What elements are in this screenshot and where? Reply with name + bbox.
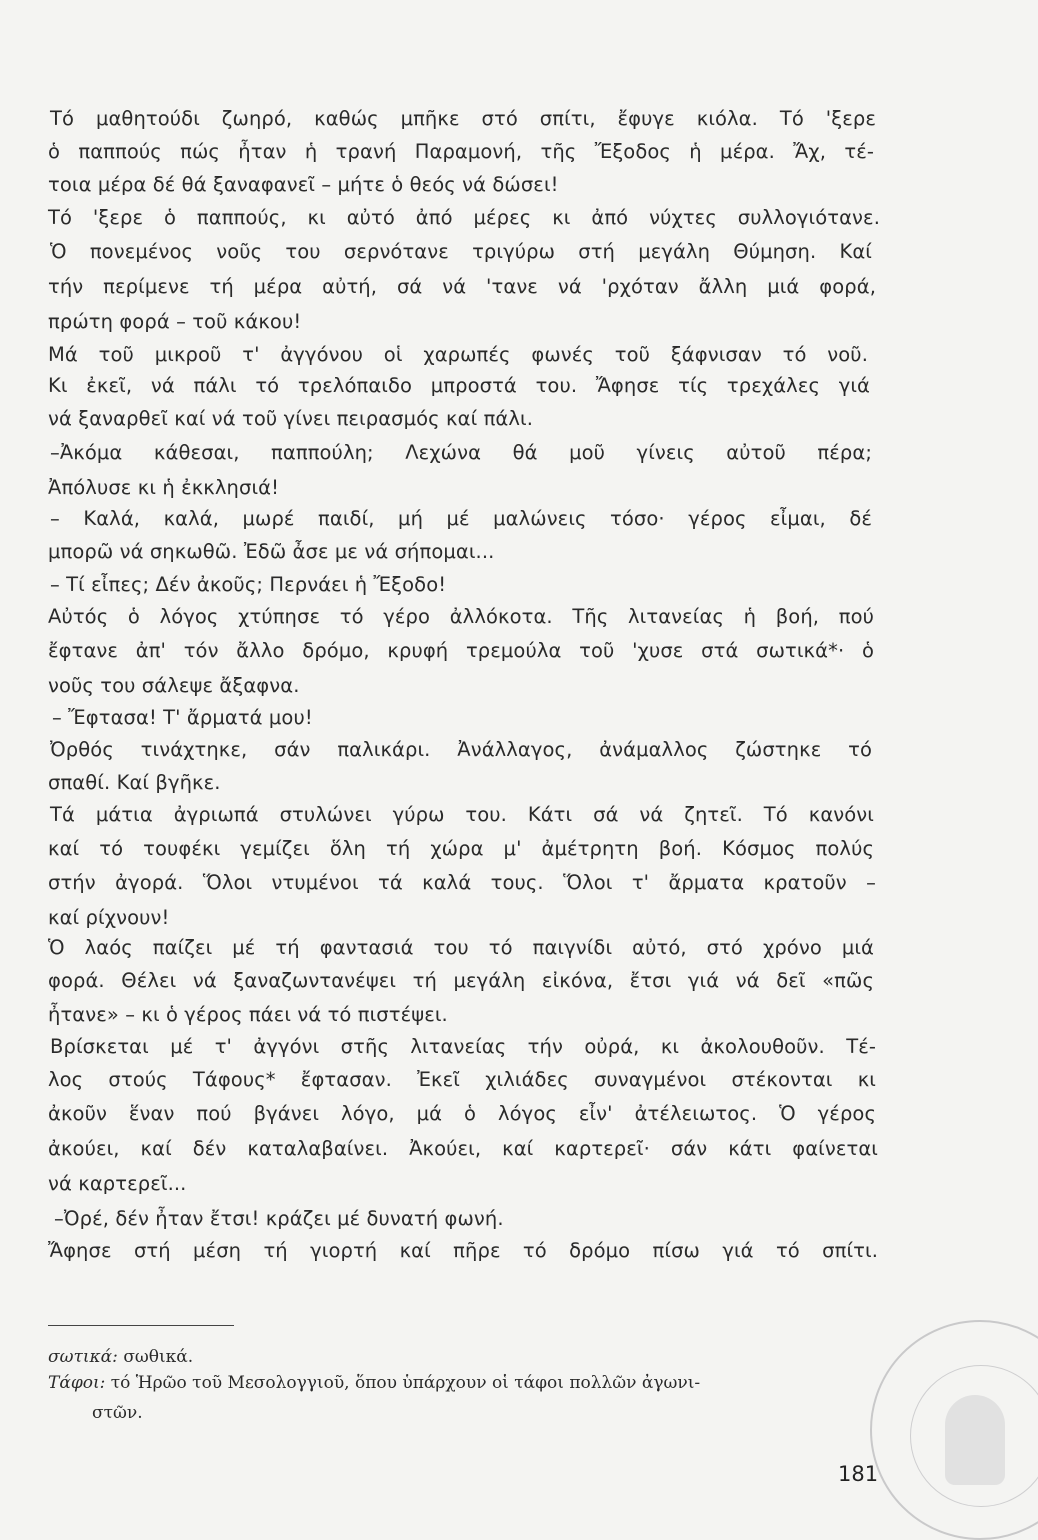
text-line: –Ὀρέ, δέν ἦταν ἔτσι! κράζει μέ δυνατή φωνή. [54,1207,504,1230]
text-line: μπορῶ νά σηκωθῶ. Ἐδῶ ἆσε με νά σήπομαι... [48,540,495,563]
footnote-term: Τάφοι: [48,1373,106,1393]
footnote-term: σωτικά: [48,1347,118,1367]
text-line: Μά τοῦ μικροῦ τ' ἀγγόνου οἱ χαρωπές φωνές τοῦ ξάφνισαν τό νοῦ. [48,343,868,366]
footnote-tafoi [48,1372,700,1394]
text-line: Αὐτός ὁ λόγος χτύπησε τό γέρο ἀλλόκοτα. Τῆς λιτανείας ἡ βοή, πού [48,605,874,628]
text-line: Ὁ λαός παίζει μέ τή φαντασιά του τό παιγνίδι αὐτό, στό χρόνο μιά [48,936,874,959]
text-line: ἔφτανε ἀπ' τόν ἄλλο δρόμο, κρυφή τρεμούλα τοῦ 'χυσε στά σωτικά*· ὁ [48,639,874,662]
text-line: ἀκούει, καί δέν καταλαβαίνει. Ἀκούει, καί καρτερεῖ· σάν κάτι φαίνεται [48,1137,878,1160]
footnote-text: τό Ἡρῶο τοῦ Μεσολογγιοῦ, ὅπου ὑπάρχουν οἱ τάφοι πολλῶν ἀγωνι- [110,1373,701,1393]
text-line: Τό 'ξερε ὁ παππούς, κι αὐτό ἀπό μέρες κι ἀπό νύχτες συλλογιότανε. [48,206,880,229]
text-line: φορά. Θέλει νά ξαναζωντανέψει τή μεγάλη εἰκόνα, ἔτσι γιά νά δεῖ «πῶς [48,969,874,992]
text-line: Κι ἐκεῖ, νά πάλι τό τρελόπαιδο μπροστά του. Ἄφησε τίς τρεχάλες γιά [48,374,870,397]
footnote-divider [48,1325,234,1326]
text-line: – Καλά, καλά, μωρέ παιδί, μή μέ μαλώνεις τόσο· γέρος εἶμαι, δέ [50,507,872,530]
footnote-soteika [48,1346,193,1368]
text-line: καί ρίχνουν! [48,906,170,929]
text-line: καί τό τουφέκι γεμίζει ὅλη τή χώρα μ' ἀμέτρητη βοή. Κόσμος πολύς [48,837,874,860]
text-line: Τό μαθητούδι ζωηρό, καθώς μπῆκε στό σπίτι, ἔφυγε κιόλα. Τό 'ξερε [50,107,876,130]
text-line: ἦτανε» – κι ὁ γέρος πάει νά τό πιστέψει. [48,1003,448,1026]
text-line: – Τί εἶπες; Δέν ἀκοῦς; Περνάει ἡ Ἔξοδο! [50,573,447,596]
text-line: –Ἀκόμα κάθεσαι, παππούλη; Λεχώνα θά μοῦ γίνεις αὐτοῦ πέρα; [50,441,872,464]
text-line: ἀκοῦν ἕναν πού βγάνει λόγο, μά ὁ λόγος εἶν' ἀτέλειωτος. Ὁ γέρος [48,1102,876,1125]
text-line: πρώτη φορά – τοῦ κάκου! [48,310,302,333]
text-line: Τά μάτια ἀγριωπά στυλώνει γύρω του. Κάτι σά νά ζητεῖ. Τό κανόνι [50,803,874,826]
page-number: 181 [838,1462,879,1486]
text-line: τήν περίμενε τή μέρα αὐτή, σά νά 'τανε νά 'ρχόταν ἄλλη μιά φορά, [48,275,876,298]
footnote-text: σωθικά. [123,1347,194,1367]
text-line: τοια μέρα δέ θά ξαναφανεῖ – μήτε ὁ θεός νά δώσει! [48,173,559,196]
library-stamp-figure [945,1395,1005,1485]
text-line: ὁ παππούς πώς ἦταν ἡ τρανή Παραμονή, τῆς Ἔξοδος ἡ μέρα. Ἄχ, τέ- [48,140,874,163]
text-line: στήν ἀγορά. Ὅλοι ντυμένοι τά καλά τους. Ὅλοι τ' ἄρματα κρατοῦν – [48,871,876,894]
text-line: Ὁ πονεμένος νοῦς του σερνότανε τριγύρω στή μεγάλη Θύμηση. Καί [50,240,872,263]
text-line: Ἄφησε στή μέση τή γιορτή καί πῆρε τό δρόμο πίσω γιά τό σπίτι. [48,1239,878,1262]
text-line: Ἀπόλυσε κι ἡ ἐκκλησιά! [48,476,280,499]
text-line: νά καρτερεῖ... [48,1172,187,1195]
footnote-continuation [92,1402,143,1424]
footnote-text: στῶν. [92,1403,143,1423]
text-line: Ὀρθός τινάχτηκε, σάν παλικάρι. Ἀνάλλαγος, ἀνάμαλλος ζώστηκε τό [50,738,872,761]
text-line: λος στούς Τάφους* ἔφτασαν. Ἐκεῖ χιλιάδες συναγμένοι στέκονται κι [48,1068,876,1091]
text-line: σπαθί. Καί βγῆκε. [48,771,221,794]
text-line: – Ἔφτασα! Τ' ἄρματά μου! [52,706,313,729]
text-line: νά ξαναρθεῖ καί νά τοῦ γίνει πειρασμός καί πάλι. [48,407,533,430]
text-line: νοῦς του σάλεψε ἄξαφνα. [48,674,300,697]
text-line: Βρίσκεται μέ τ' ἀγγόνι στῆς λιτανείας τήν οὐρά, κι ἀκολουθοῦν. Τέ- [50,1035,876,1058]
